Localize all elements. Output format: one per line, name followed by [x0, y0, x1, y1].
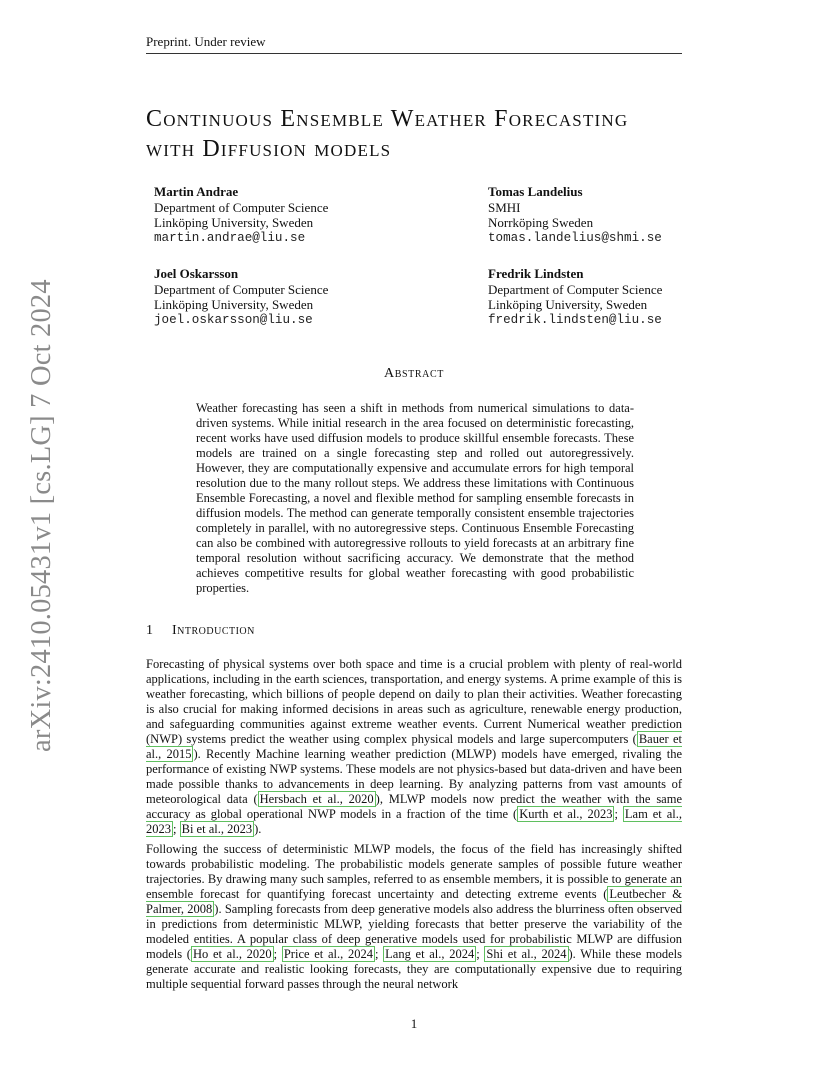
author-block-4	[488, 266, 662, 328]
citation-separator: ;	[273, 947, 282, 961]
citation-link[interactable]: Leutbecher & Palmer, 2008	[146, 887, 683, 916]
citation-link[interactable]: Price et al., 2024	[283, 947, 373, 961]
author-department: SMHI	[488, 199, 521, 215]
author-email[interactable]: joel.oskarsson@liu.se	[154, 312, 313, 327]
paragraph-text: ). Sampling forecasts from deep generative models also address the blurriness often observed in predictions from deterministic MLWP, yielding forecasts that better preserve the variability of the modeled entities. A popular class of deep generative models used for probabilistic MLWP are diffusion models (	[146, 902, 683, 961]
paper-title	[146, 104, 706, 164]
author-email[interactable]: tomas.landelius@shmi.se	[488, 230, 662, 245]
citation-link[interactable]: Kurth et al., 2023	[519, 807, 613, 821]
citation-link[interactable]: Lang et al., 2024	[385, 947, 475, 961]
running-head: Preprint. Under review	[146, 34, 682, 54]
author-affiliation: Norrköping Sweden	[488, 215, 594, 230]
intro-paragraph-1	[146, 657, 682, 837]
author-affiliation: Linköping University, Sweden	[154, 297, 314, 312]
citation-link[interactable]: Shi et al., 2024	[486, 947, 567, 961]
paragraph-text: Forecasting of physical systems over both space and time is a crucial problem with plenty of real-world applications, including in the earth sciences, transportation, and energy systems. A prime example of this is weather forecasting, which billions of people depend on daily to plan their activities. Weather forecasting is also crucial for making informed decisions in areas such as agriculture, renewable energy production, and safeguarding communities against extreme weather events. Current Numerical weather prediction (NWP) systems predict the weather using complex physical models and large supercomputers (	[146, 657, 682, 746]
abstract-heading: Abstract	[384, 366, 444, 381]
author-block-1	[154, 184, 328, 246]
author-department: Department of Computer Science	[154, 199, 329, 215]
section-title: Introduction	[172, 623, 255, 638]
citation-link[interactable]: Hersbach et al., 2020	[259, 792, 374, 806]
citation-separator: ;	[374, 947, 384, 961]
citation-link[interactable]: Ho et al., 2020	[192, 947, 272, 961]
paragraph-text: ).	[254, 822, 262, 836]
title-line-1: Continuous Ensemble Weather Forecasting	[146, 106, 629, 132]
citation-link[interactable]: Lam et al., 2023	[146, 807, 682, 836]
arxiv-identifier-stamp[interactable]: arXiv:2410.05431v1 [cs.LG] 7 Oct 2024	[26, 279, 57, 752]
author-affiliation: Linköping University, Sweden	[488, 297, 648, 312]
author-name: Tomas Landelius	[488, 184, 583, 199]
author-block-2	[488, 184, 662, 246]
citation-link[interactable]: Bi et al., 2023	[181, 822, 253, 836]
author-affiliation: Linköping University, Sweden	[154, 215, 314, 230]
citation-separator: ;	[173, 822, 180, 836]
author-name: Martin Andrae	[154, 184, 239, 199]
paragraph-text: Following the success of deterministic MLWP models, the focus of the field has increasingly shifted towards probabilistic modeling. The probabilistic models generate samples of possible future weather trajectories. By drawing many such samples, referred to as ensemble members, it is possible to generate an ensemble forecast for quantifying forecast uncertainty and detecting extreme events (	[146, 842, 682, 901]
paragraph-text: ). Recently Machine learning weather prediction (MLWP) models have emerged, rivaling the performance of existing NWP systems. These models are not physics-based but data-driven and have been made possible thanks to advancements in deep learning. By analyzing patterns from vast amounts of meteorological data (	[146, 747, 682, 806]
author-email[interactable]: martin.andrae@liu.se	[154, 230, 306, 245]
author-department: Department of Computer Science	[154, 281, 329, 297]
author-block-3	[154, 266, 328, 328]
paragraph-text: ), MLWP models now predict the weather with the same accuracy as global operational NWP models in a fraction of the time (	[146, 792, 682, 821]
section-number: 1	[146, 623, 154, 638]
title-line-2: with Diffusion models	[146, 136, 392, 162]
paragraph-text: ). While these models generate accurate and realistic looking forecasts, they are computationally expensive due to requiring multiple sequential forward passes through the neural network	[146, 947, 683, 991]
citation-link[interactable]: Bauer et al., 2015	[146, 732, 682, 761]
author-department: Department of Computer Science	[488, 281, 663, 297]
section-heading-introduction	[146, 622, 546, 640]
author-name: Fredrik Lindsten	[488, 266, 584, 281]
citation-separator: ;	[476, 947, 485, 961]
abstract-text: Weather forecasting has seen a shift in methods from numerical simulations to data-driven systems. While initial research in the area focused on deterministic forecasting, recent works have used diffusion models to produce skillful ensemble forecasts. These models are trained on a single forecasting step and rolled out autoregressively. However, they are computationally expensive and accumulate errors for high temporal resolution due to the many rollout steps. We address these limitations with Continuous Ensemble Forecasting, a novel and flexible method for sampling ensemble forecasts in diffusion models. The method can generate temporally consistent ensemble trajectories completely in parallel, with no autoregressive steps. Continuous Ensemble Forecasting can also be combined with autoregressive rollouts to yield forecasts at an arbitrary fine temporal resolution without sacrificing accuracy. We demonstrate that the method achieves competitive results for global weather forecasting with good probabilistic properties.	[196, 401, 634, 595]
author-name: Joel Oskarsson	[154, 266, 239, 281]
citation-separator: ;	[614, 807, 623, 821]
page-number: 1	[410, 1016, 418, 1031]
author-email[interactable]: fredrik.lindsten@liu.se	[488, 312, 662, 327]
intro-paragraph-2	[146, 842, 682, 992]
